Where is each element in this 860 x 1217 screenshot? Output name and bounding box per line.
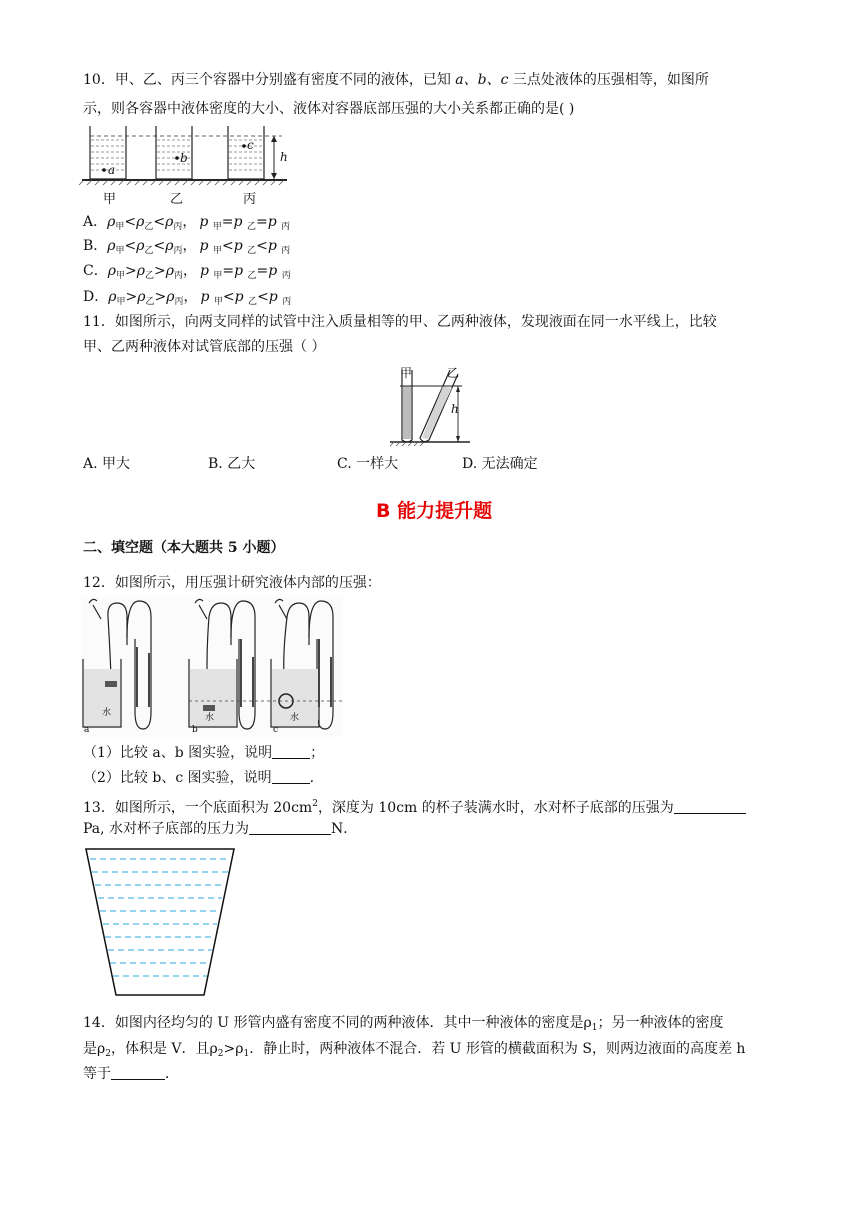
q12-stem: 12．如图所示，用压强计研究液体内部的压强： bbox=[83, 575, 381, 591]
q13-cup-figure bbox=[82, 845, 238, 997]
q12-fig-label-b: b bbox=[192, 725, 198, 735]
q11-stem-line2: 甲、乙两种液体对试管底部的压强（ ） bbox=[83, 339, 326, 355]
q13-blank-force[interactable] bbox=[249, 820, 331, 835]
q14-line1: 14．如图内径均匀的 U 形管内盛有密度不同的两种液体．其中一种液体的密度是$\rho_1$；另一种液体的密度 bbox=[83, 1015, 724, 1033]
q12-water-label-b: 水 bbox=[205, 713, 215, 723]
q11-figure bbox=[380, 362, 480, 447]
q11-option-b[interactable]: B. 乙大 bbox=[208, 456, 256, 472]
section-title: B 能力提升题 bbox=[376, 500, 493, 522]
q12-blank-1[interactable] bbox=[272, 744, 310, 759]
q14-line2: 是$\rho_2$，体积是 V．且$\rho_2>\rho_1$．静止时，两种液体不混合．若 U 形管的横截面积为 S，则两边液面的高度差 h bbox=[83, 1041, 746, 1059]
q10-point-b: b bbox=[180, 151, 188, 165]
q13-line1: 13．如图所示，一个底面积为 $20cm^2$，深度为 10cm 的杯子装满水时，水对杯子底部的压强为 bbox=[83, 794, 746, 818]
q13-line2: Pa, 水对杯子底部的压力为 N． bbox=[83, 821, 358, 837]
q10-stem-line1: 10．甲、乙、丙三个容器中分别盛有密度不同的液体，已知 a、b、c 三点处液体的压强相等，如图所 bbox=[83, 72, 709, 88]
q12-sub1: （1）比较 a、b 图实验，说明 ； bbox=[83, 745, 325, 761]
q11-label-yi: 乙 bbox=[447, 366, 460, 380]
q11-option-d[interactable]: D. 无法确定 bbox=[462, 456, 538, 472]
q14-blank-h[interactable] bbox=[111, 1065, 165, 1080]
q12-fig-label-c: c bbox=[273, 725, 279, 735]
q13-blank-pressure[interactable] bbox=[674, 799, 746, 814]
q10-point-a: a bbox=[108, 163, 116, 177]
q12-sub2: （2）比较 b、c 图实验，说明 . bbox=[83, 770, 315, 786]
q10-option-b[interactable]: B．$\rho_甲<\rho_乙<\rho_丙$， p $_甲$<p $_乙$<p $_丙$ bbox=[83, 238, 291, 256]
q12-blank-2[interactable] bbox=[272, 769, 310, 784]
q11-label-jia: 甲 bbox=[400, 366, 413, 380]
q10-stem-line2: 示，则各容器中液体密度的大小、液体对容器底部压强的大小关系都正确的是( ) bbox=[83, 101, 575, 117]
q10-option-d[interactable]: D．$\rho_甲>\rho_乙>\rho_丙$， p $_甲$<p $_乙$<p $_丙$ bbox=[83, 289, 292, 307]
q10-option-a[interactable]: A．$\rho_甲<\rho_乙<\rho_丙$， p $_甲$=p $_乙$=p $_丙$ bbox=[83, 214, 291, 232]
q11-stem-line1: 11．如图所示，向两支同样的试管中注入质量相等的甲、乙两种液体，发现液面在同一水平线上，比较 bbox=[83, 314, 717, 330]
q11-option-a[interactable]: A. 甲大 bbox=[83, 456, 131, 472]
q14-line3: 等于 ． bbox=[83, 1066, 179, 1082]
q10-option-c[interactable]: C．$\rho_甲>\rho_乙>\rho_丙$， p $_甲$=p $_乙$=p $_丙$ bbox=[83, 263, 291, 281]
q10-label-bing: 丙 bbox=[243, 192, 257, 207]
q11-option-c[interactable]: C. 一样大 bbox=[337, 456, 399, 472]
part2-heading: 二、填空题（本大题共 5 小题） bbox=[83, 540, 285, 556]
q11-height-label: h bbox=[451, 402, 459, 416]
q10-label-yi: 乙 bbox=[170, 192, 184, 207]
q12-fig-label-a: a bbox=[84, 725, 90, 735]
q12-water-label-a: 水 bbox=[102, 708, 112, 718]
q10-label-jia: 甲 bbox=[103, 192, 117, 207]
q10-height-label: h bbox=[280, 150, 288, 164]
q12-water-label-c: 水 bbox=[290, 713, 300, 723]
q10-point-c: c bbox=[247, 138, 254, 152]
